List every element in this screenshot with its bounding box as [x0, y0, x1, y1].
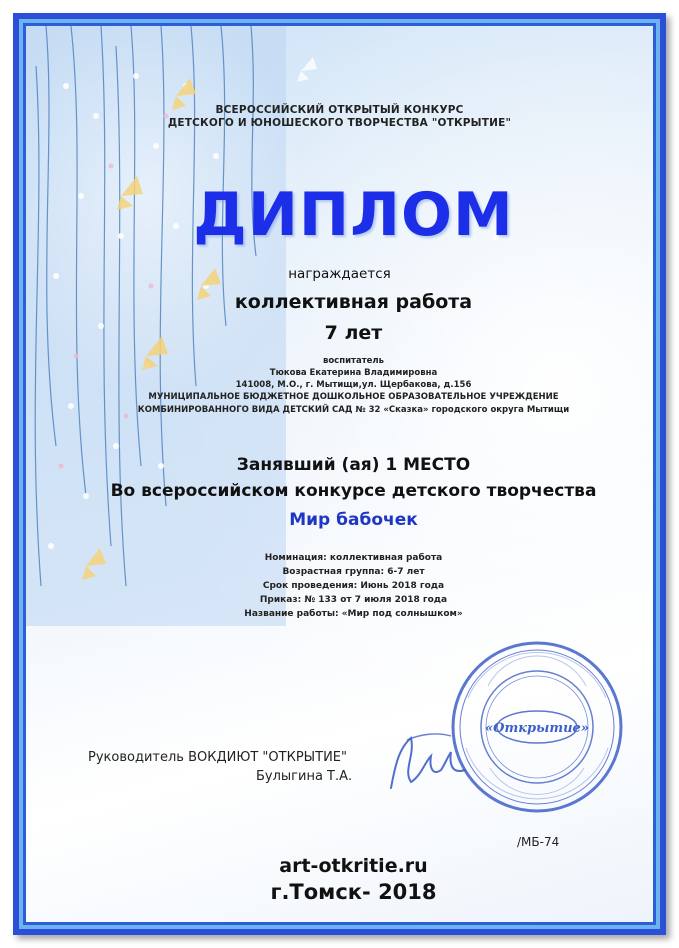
work-name: Название работы: «Мир под солнышком» — [244, 609, 463, 619]
age-group: Возрастная группа: 6-7 лет — [282, 567, 425, 577]
frame-border-light — [19, 19, 660, 929]
head-title: Руководитель ВОКДИЮТ "ОТКРЫТИЕ" — [88, 750, 347, 765]
contest-theme: Мир бабочек — [289, 510, 418, 530]
diploma-title: ДИПЛОМ — [193, 180, 514, 250]
teacher-name: Тюкова Екатерина Владимировна — [269, 368, 438, 378]
city-year: г.Томск- 2018 — [270, 880, 437, 904]
contest-period: Срок проведения: Июнь 2018 года — [262, 581, 445, 591]
head-name: Булыгина Т.А. — [256, 769, 353, 784]
organization-seal — [448, 638, 626, 816]
frame-border-dark — [23, 23, 656, 925]
recipient-work-type: коллективная работа — [234, 291, 473, 313]
organization-line-2: КОМБИНИРОВАННОГО ВИДА ДЕТСКИЙ САД № 32 «Сказка» городского округа Мытищи — [137, 405, 570, 415]
website: art-otkritie.ru — [279, 855, 428, 877]
nomination: Номинация: коллективная работа — [264, 553, 443, 563]
awarded-label: награждается — [288, 266, 391, 282]
teacher-address: 141008, М.О., г. Мытищи,ул. Щербакова, д.156 — [235, 380, 472, 390]
recipient-age: 7 лет — [324, 322, 383, 344]
diploma-frame — [13, 13, 666, 935]
diploma-sheet — [26, 26, 653, 922]
place-awarded: Занявший (ая) 1 МЕСТО — [236, 455, 471, 475]
organization-line-1: МУНИЦИПАЛЬНОЕ БЮДЖЕТНОЕ ДОШКОЛЬНОЕ ОБРАЗОВАТЕЛЬНОЕ УЧРЕЖДЕНИЕ — [148, 392, 559, 402]
contest-title-line-2: ДЕТСКОГО И ЮНОШЕСКОГО ТВОРЧЕСТВА "ОТКРЫТИЕ" — [167, 117, 512, 129]
diploma-code: /МБ-74 — [517, 835, 560, 849]
seal-center-text: «Открытие» — [485, 721, 589, 736]
contest-name: Во всероссийском конкурсе детского творчества — [110, 481, 597, 501]
order-number: Приказ: № 133 от 7 июля 2018 года — [259, 595, 448, 605]
contest-title-line-1: ВСЕРОССИЙСКИЙ ОТКРЫТЫЙ КОНКУРС — [215, 104, 464, 116]
teacher-label: воспитатель — [322, 356, 385, 366]
signature-image — [381, 726, 471, 796]
